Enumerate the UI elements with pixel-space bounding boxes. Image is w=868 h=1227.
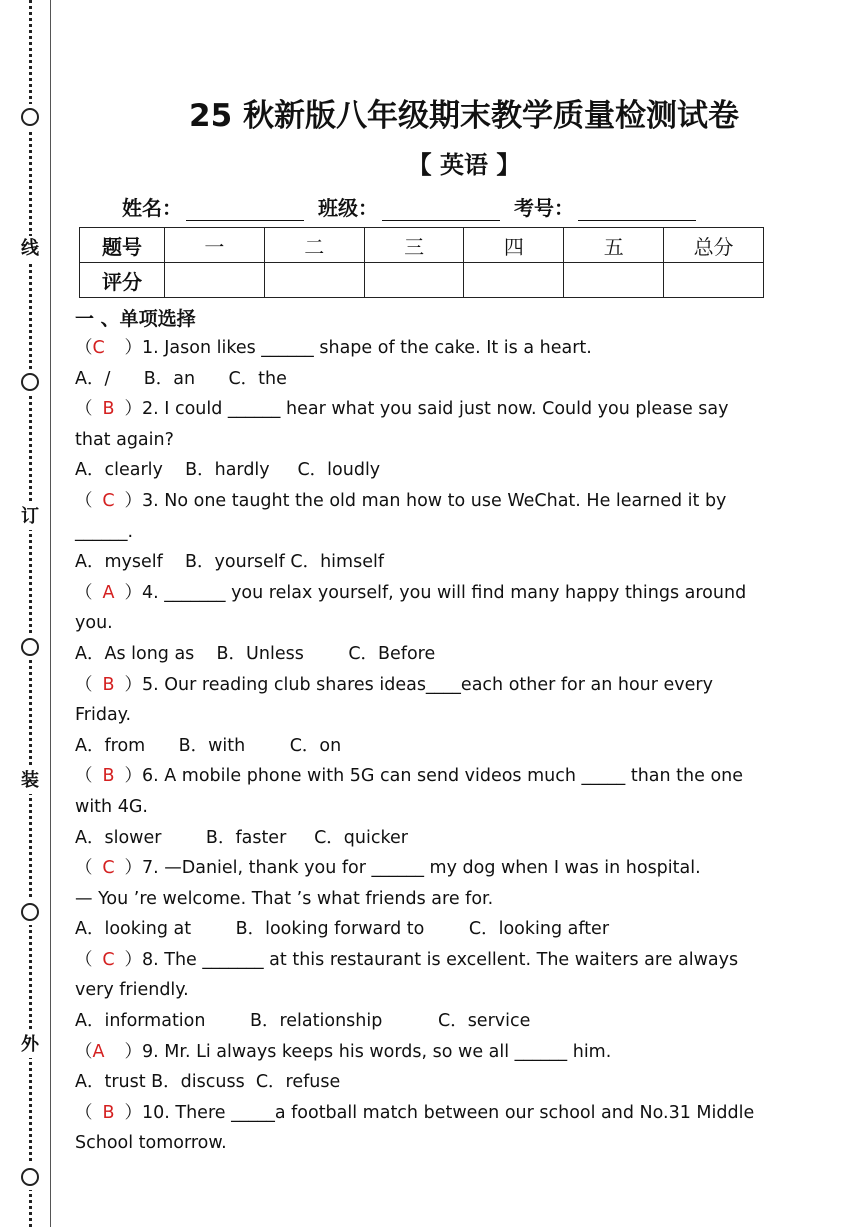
answer-paren-close: ） [124, 399, 142, 420]
margin-char-xian: 线 [17, 236, 43, 262]
class-field [318, 192, 500, 221]
circle-mark [17, 634, 43, 660]
score-table-score-row [80, 263, 764, 298]
answer-paren-open: （ [75, 766, 93, 787]
question-continuation: — You ’re welcome. That ’s what friends are for. [75, 888, 494, 909]
question-stem: 7. —Daniel, thank you for ______ my dog when I was in hospital. [142, 858, 701, 879]
question-stem-line [75, 486, 795, 517]
answer-paren-open: （ [75, 674, 93, 695]
question-stem-line [75, 761, 795, 792]
score-table-header-row [80, 228, 764, 263]
column-header: 三 [364, 228, 464, 263]
binding-margin-line [50, 0, 51, 1227]
answer-letter: B [102, 1102, 115, 1123]
question-continuation: Friday. [75, 705, 132, 726]
score-cell [364, 263, 464, 298]
question-options: A．slower B．faster C．quicker [75, 827, 408, 848]
question-item [75, 1037, 795, 1098]
question-stem-line [75, 945, 795, 976]
question-stem: 3. No one taught the old man how to use WeChat. He learned it by [142, 490, 727, 511]
question-continuation: School tomorrow. [75, 1133, 227, 1154]
question-stem: 4. _______ you relax yourself, you will find many happy things around [142, 582, 747, 603]
margin-char-zhuang: 装 [17, 768, 43, 794]
score-cell [165, 263, 265, 298]
question-options: A．from B．with C．on [75, 735, 342, 756]
score-table [79, 227, 764, 298]
answer-letter: A [92, 1041, 105, 1062]
question-stem: 1. Jason likes ______ shape of the cake. It is a heart. [142, 338, 592, 358]
row-header-question-no: 题号 [80, 228, 165, 263]
answer-paren-close: ） [124, 1041, 142, 1062]
answer-paren-close: ） [124, 766, 142, 787]
circle-mark [17, 369, 43, 395]
question-options: A．myself B．yourself C．himself [75, 552, 384, 573]
question-stem: 2. I could ______ hear what you said just now. Could you please say [142, 399, 729, 420]
question-item [75, 1098, 795, 1159]
margin-char-ding: 订 [17, 504, 43, 530]
answer-paren-open: （ [75, 949, 93, 970]
score-cell [564, 263, 664, 298]
question-stem-line [75, 670, 795, 701]
question-item [75, 761, 795, 853]
answer-letter: A [102, 582, 115, 603]
question-continuation: ______. [75, 521, 134, 542]
question-item [75, 394, 795, 486]
answer-paren-close: ） [124, 674, 142, 695]
question-continuation: that again? [75, 429, 174, 450]
question-list [75, 333, 795, 1159]
class-label: 班级： [318, 196, 378, 220]
answer-letter: B [102, 399, 115, 420]
section-title: 一 、单项选择 [75, 308, 196, 330]
answer-paren-open: （ [75, 1041, 93, 1062]
question-continuation: very friendly. [75, 980, 189, 1001]
column-header: 一 [165, 228, 265, 263]
answer-paren-open: （ [75, 338, 93, 358]
question-stem-line [75, 1037, 795, 1068]
student-info-line [122, 192, 710, 221]
answer-letter: C [102, 949, 115, 970]
name-label: 姓名： [122, 196, 182, 220]
row-header-score: 评分 [80, 263, 165, 298]
question-item [75, 486, 795, 578]
question-options: A．looking at B．looking forward to C．looking after [75, 919, 610, 940]
question-item [75, 333, 795, 394]
exam-number-field [514, 192, 696, 221]
class-blank [382, 200, 500, 221]
answer-paren-open: （ [75, 858, 93, 879]
question-stem: 10. There _____a football match between our school and No.31 Middle [142, 1102, 755, 1123]
question-options: A．/ B．an C．the [75, 368, 287, 389]
score-cell [264, 263, 364, 298]
column-header: 总分 [664, 228, 764, 263]
question-continuation: with 4G. [75, 796, 148, 817]
column-header: 二 [264, 228, 364, 263]
score-cell [464, 263, 564, 298]
question-stem: 6. A mobile phone with 5G can send videos much _____ than the one [142, 766, 744, 787]
exam-subject: 【 英语 】 [407, 151, 521, 179]
exam-number-label: 考号： [514, 196, 574, 220]
column-header: 四 [464, 228, 564, 263]
score-cell [664, 263, 764, 298]
question-item [75, 853, 795, 945]
question-item [75, 670, 795, 762]
answer-paren-close: ） [124, 949, 142, 970]
answer-paren-close: ） [124, 1102, 142, 1123]
answer-paren-close: ） [124, 490, 142, 511]
answer-letter: C [102, 858, 115, 879]
answer-paren-open: （ [75, 490, 93, 511]
circle-mark [17, 104, 43, 130]
answer-letter: C [102, 490, 115, 511]
answer-letter: C [92, 338, 105, 358]
answer-paren-close: ） [124, 338, 142, 358]
margin-char-wai: 外 [17, 1032, 43, 1058]
question-stem-line [75, 333, 795, 364]
answer-paren-open: （ [75, 399, 93, 420]
question-continuation: you. [75, 613, 113, 634]
answer-letter: B [102, 674, 115, 695]
question-options: A．As long as B．Unless C．Before [75, 643, 436, 664]
name-blank [186, 200, 304, 221]
exam-number-blank [578, 200, 696, 221]
answer-paren-close: ） [124, 858, 142, 879]
question-options: A．trust B．discuss C．refuse [75, 1072, 341, 1093]
answer-paren-close: ） [124, 582, 142, 603]
question-stem: 8. The _______ at this restaurant is excellent. The waiters are always [142, 949, 739, 970]
question-stem-line [75, 394, 795, 425]
question-item [75, 578, 795, 670]
circle-mark [17, 1164, 43, 1190]
answer-paren-open: （ [75, 582, 93, 603]
question-stem-line [75, 1098, 795, 1129]
question-options: A．information B．relationship C．service [75, 1011, 531, 1032]
answer-letter: B [102, 766, 115, 787]
answer-paren-open: （ [75, 1102, 93, 1123]
name-field [122, 192, 304, 221]
circle-mark [17, 899, 43, 925]
question-options: A．clearly B．hardly C．loudly [75, 460, 381, 481]
question-stem: 5. Our reading club shares ideas____each other for an hour every [142, 674, 713, 695]
question-stem: 9. Mr. Li always keeps his words, so we all ______ him. [142, 1041, 612, 1062]
question-stem-line [75, 853, 795, 884]
question-item [75, 945, 795, 1037]
column-header: 五 [564, 228, 664, 263]
exam-title: 25 秋新版八年级期末教学质量检测试卷 [189, 98, 739, 134]
question-stem-line [75, 578, 795, 609]
